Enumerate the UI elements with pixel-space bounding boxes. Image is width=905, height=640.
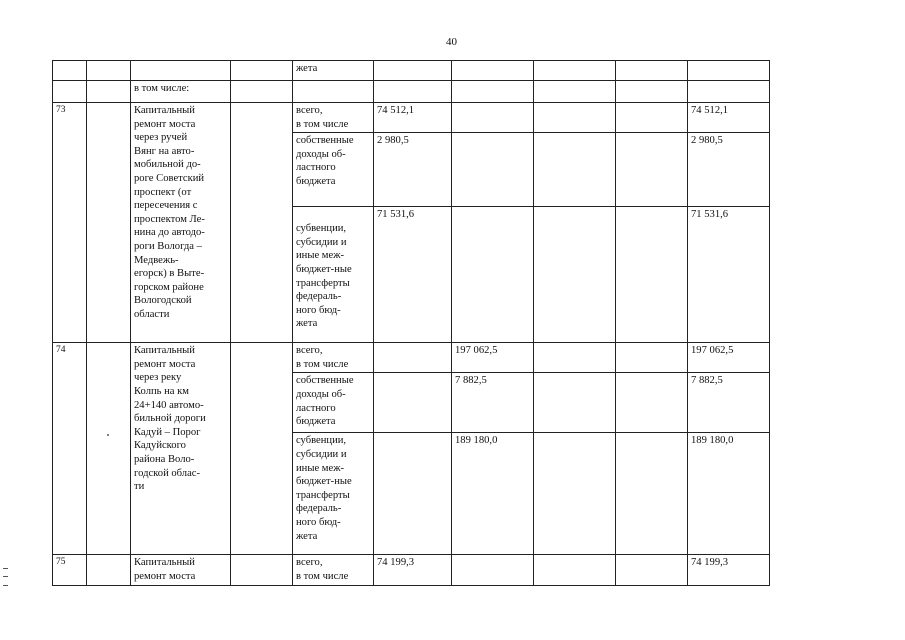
value-cell: 189 180,0 — [452, 433, 534, 555]
value-cell — [452, 207, 534, 343]
total-cell: 74 199,3 — [688, 555, 770, 585]
value-cell — [374, 433, 452, 555]
row-number: 74 — [53, 343, 87, 555]
subtotal-label-row — [53, 81, 770, 103]
kind-cell: всего, в том числе — [293, 555, 374, 585]
value-cell — [374, 373, 452, 433]
scan-speck — [107, 434, 109, 436]
row-number: 73 — [53, 103, 87, 343]
value-cell — [374, 343, 452, 373]
total-cell: 71 531,6 — [688, 207, 770, 343]
kind-cell: субвенции, субсидии и иные меж- бюджет-ные трансферты федераль- ного бюд- жета — [293, 433, 374, 555]
total-cell: 189 180,0 — [688, 433, 770, 555]
kind-cell: всего, в том числе — [293, 343, 374, 373]
binding-mark — [3, 568, 8, 586]
kind-cell: субвенции, субсидии и иные меж- бюджет-ные трансферты федераль- ного бюд- жета — [293, 207, 374, 343]
value-cell: 197 062,5 — [452, 343, 534, 373]
kind-cell: собственные доходы об- ластного бюджета — [293, 133, 374, 207]
kind-cell: жета — [293, 61, 374, 81]
subtotal-label: в том числе: — [131, 81, 231, 103]
page-number: 40 — [446, 36, 457, 48]
kind-cell: собственные доходы об- ластного бюджета — [293, 373, 374, 433]
value-cell: 2 980,5 — [374, 133, 452, 207]
object-name: Капитальный ремонт моста через реку Колпь на км 24+140 автомо- бильной дороги Кадуй – Порог Кадуйского района Воло- годской облас- ти — [131, 343, 231, 555]
total-cell: 197 062,5 — [688, 343, 770, 373]
header-row-continuation — [53, 61, 770, 81]
value-cell: 7 882,5 — [452, 373, 534, 433]
value-cell — [452, 133, 534, 207]
value-cell — [452, 103, 534, 133]
value-cell: 71 531,6 — [374, 207, 452, 343]
row-number: 75 — [53, 555, 87, 585]
table-row — [53, 343, 770, 373]
table-row — [53, 103, 770, 133]
object-name: Капитальный ремонт моста через ручей Вянг на авто- мобильной до- роге Советский проспект (от пересечения с проспектом Ле- нина до автодо- роги Вологда – Медвежь- егорск) в Выте- горском районе Вологодской области — [131, 103, 231, 343]
object-name: Капитальный ремонт моста — [131, 555, 231, 585]
budget-table — [52, 60, 770, 586]
value-cell: 74 199,3 — [374, 555, 452, 585]
kind-cell: всего, в том числе — [293, 103, 374, 133]
total-cell: 2 980,5 — [688, 133, 770, 207]
total-cell: 74 512,1 — [688, 103, 770, 133]
value-cell: 74 512,1 — [374, 103, 452, 133]
table-row — [53, 555, 770, 585]
value-cell — [452, 555, 534, 585]
total-cell: 7 882,5 — [688, 373, 770, 433]
